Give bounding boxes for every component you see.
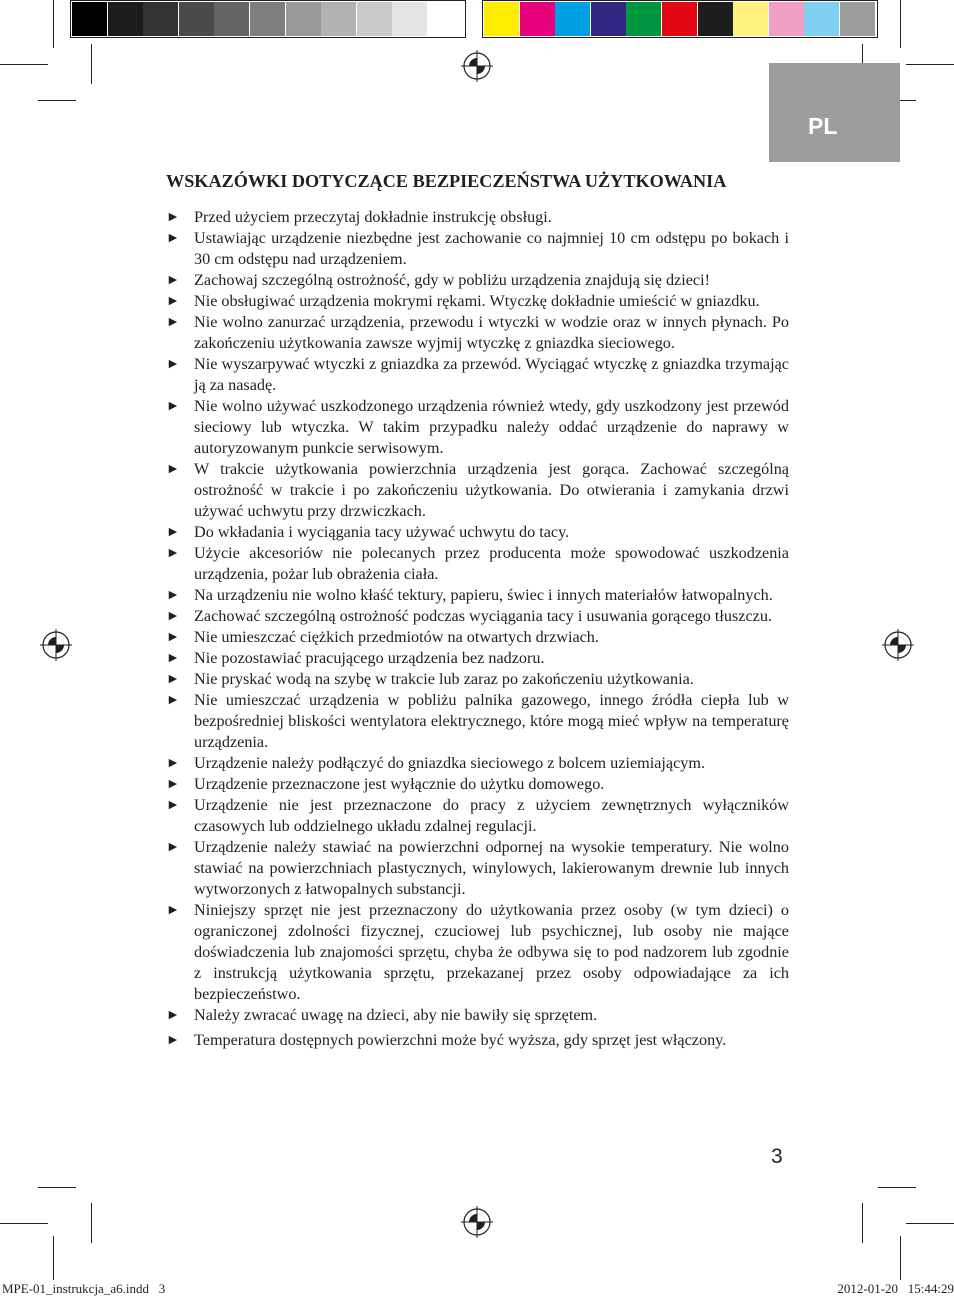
list-item-text: Przed użyciem przeczytaj dokładnie instrukcję obsługi.: [194, 208, 552, 226]
crop-mark: [900, 0, 901, 48]
color-swatch: [662, 2, 697, 36]
list-item: [166, 753, 789, 774]
bullet-arrow-icon: ►: [166, 840, 180, 855]
crop-mark: [906, 1223, 954, 1224]
list-item-text: Urządzenie należy stawiać na powierzchni odpornej na wysokie temperatury. Nie wolno stawiać na powierzchniach plastycznych, winylowych, lakierowanym drewnie lub innych wytworzonych z łatwopalnych substancji.: [194, 838, 789, 898]
list-item-text: Należy zwracać uwagę na dzieci, aby nie bawiły się sprzętem.: [194, 1006, 598, 1024]
list-item-text: Urządzenie należy podłączyć do gniazdka sieciowego z bolcem uziemiającym.: [194, 754, 706, 772]
list-item-text: Na urządzeniu nie wolno kłaść tektury, papieru, świec i innych materiałów łatwopalnych.: [194, 586, 773, 604]
bullet-arrow-icon: ►: [166, 357, 180, 372]
list-item: [166, 354, 789, 396]
bullet-arrow-icon: ►: [166, 651, 180, 666]
color-swatch: [214, 2, 249, 36]
color-swatch: [484, 2, 519, 36]
color-swatch: [321, 2, 356, 36]
list-item: [166, 522, 789, 543]
bullet-arrow-icon: ►: [166, 525, 180, 540]
bullet-arrow-icon: ►: [166, 777, 180, 792]
list-item: [166, 669, 789, 690]
bullet-arrow-icon: ►: [166, 1008, 180, 1023]
color-swatch: [108, 2, 143, 36]
bullet-arrow-icon: ►: [166, 1033, 180, 1048]
color-swatch: [555, 2, 590, 36]
bullet-arrow-icon: ►: [166, 210, 180, 225]
crop-mark: [0, 64, 48, 65]
list-item: [166, 1030, 789, 1051]
color-swatch: [179, 2, 214, 36]
color-swatch: [143, 2, 178, 36]
color-swatch: [286, 2, 321, 36]
color-swatch: [520, 2, 555, 36]
list-item: [166, 459, 789, 522]
color-swatch: [698, 2, 733, 36]
bullet-arrow-icon: ►: [166, 903, 180, 918]
list-item: [166, 270, 789, 291]
bullet-arrow-icon: ►: [166, 756, 180, 771]
bullet-arrow-icon: ►: [166, 588, 180, 603]
list-item: [166, 1005, 789, 1026]
color-swatch: [733, 2, 768, 36]
list-item-text: Urządzenie nie jest przeznaczone do pracy z użyciem zewnętrznych wyłączników czasowych lub oddzielnego układu zdalnej regulacji.: [194, 796, 789, 835]
bullet-arrow-icon: ►: [166, 630, 180, 645]
bullet-arrow-icon: ►: [166, 315, 180, 330]
bullet-arrow-icon: ►: [166, 231, 180, 246]
list-item: [166, 837, 789, 900]
list-item-text: W trakcie użytkowania powierzchnia urządzenia jest gorąca. Zachować szczególną ostrożność w trakcie i po zakończeniu użytkowania. Do otwierania i zamykania drzwi używać uchwytu przy drzwiczkach.: [194, 460, 789, 520]
registration-mark-icon: [461, 1206, 493, 1238]
list-item: [166, 606, 789, 627]
list-item-text: Nie obsługiwać urządzenia mokrymi rękami. Wtyczkę dokładnie umieścić w gniazdku.: [194, 292, 760, 310]
list-item-text: Nie pozostawiać pracującego urządzenia bez nadzoru.: [194, 649, 545, 667]
registration-mark-icon: [461, 50, 493, 82]
list-item-text: Nie umieszczać ciężkich przedmiotów na otwartych drzwiach.: [194, 628, 599, 646]
safety-instructions-list: [166, 207, 789, 1051]
crop-mark: [38, 1187, 76, 1188]
section-title: WSKAZÓWKI DOTYCZĄCE BEZPIECZEŃSTWA UŻYTKOWANIA: [166, 171, 727, 191]
crop-mark: [91, 44, 92, 84]
bullet-arrow-icon: ►: [166, 609, 180, 624]
registration-mark-icon: [40, 629, 72, 661]
list-item-text: Nie wolno używać uszkodzonego urządzenia również wtedy, gdy uszkodzony jest przewód sieciowy lub wtyczka. W takim przypadku należy oddać urządzenie do naprawy w autoryzowanym punkcie serwisowym.: [194, 397, 789, 457]
slug-file-name: MPE-01_instrukcja_a6.indd 3: [2, 1281, 166, 1296]
list-item: [166, 543, 789, 585]
color-swatch: [392, 2, 427, 36]
list-item: [166, 774, 789, 795]
color-swatch: [72, 2, 107, 36]
bullet-arrow-icon: ►: [166, 462, 180, 477]
bullet-arrow-icon: ►: [166, 294, 180, 309]
list-item-text: Urządzenie przeznaczone jest wyłącznie do użytku domowego.: [194, 775, 605, 793]
list-item-text: Nie umieszczać urządzenia w pobliżu palnika gazowego, innego źródła ciepła lub w bezpośredniej bliskości wentylatora elektrycznego, które mogą mieć wpływ na temperaturę urządzenia.: [194, 691, 789, 751]
list-item-text: Do wkładania i wyciągania tacy używać uchwytu do tacy.: [194, 523, 570, 541]
crop-mark: [53, 0, 54, 48]
list-item: [166, 690, 789, 753]
language-tab: [769, 63, 900, 162]
list-item: [166, 228, 789, 270]
list-item-text: Nie wyszarpywać wtyczki z gniazdka za przewód. Wyciągać wtyczkę z gniazdka trzymając ją za nasadę.: [194, 355, 789, 394]
list-item-text: Ustawiając urządzenie niezbędne jest zachowanie co najmniej 10 cm odstępu po bokach i 30 cm odstępu nad urządzeniem.: [194, 229, 789, 268]
list-item: [166, 585, 789, 606]
list-item-text: Nie pryskać wodą na szybę w trakcie lub zaraz po zakończeniu użytkowania.: [194, 670, 694, 688]
list-item: [166, 900, 789, 1005]
list-item: [166, 207, 789, 228]
crop-mark: [906, 64, 954, 65]
color-swatch: [804, 2, 839, 36]
list-item: [166, 312, 789, 354]
color-swatch: [769, 2, 804, 36]
list-item-text: Nie wolno zanurzać urządzenia, przewodu i wtyczki w wodzie oraz w innych płynach. Po zakończeniu użytkowania zawsze wyjmij wtyczkę z gniazdka sieciowego.: [194, 313, 789, 352]
list-item-text: Użycie akcesoriów nie polecanych przez producenta może spowodować uszkodzenia urządzenia, pożar lub obrażenia ciała.: [194, 544, 789, 583]
bullet-arrow-icon: ►: [166, 798, 180, 813]
color-swatch: [591, 2, 626, 36]
list-item: [166, 648, 789, 669]
list-item: [166, 795, 789, 837]
list-item: [166, 627, 789, 648]
bullet-arrow-icon: ►: [166, 273, 180, 288]
language-tab-label: PL: [808, 113, 838, 139]
registration-mark-icon: [882, 629, 914, 661]
list-item-text: Zachowaj szczególną ostrożność, gdy w pobliżu urządzenia znajdują się dzieci!: [194, 271, 710, 289]
list-item-text: Niniejszy sprzęt nie jest przeznaczony do użytkowania przez osoby (w tym dzieci) o ograniczonej zdolności fizycznej, czuciowej lub psychicznej, lub osoby nie mające doświadczenia lub znajomości sprzętu, chyba że odbywa się to pod nadzorem lub zgodnie z instrukcją użytkowania sprzętu, przekazanej przez osoby odpowiadające za ich bezpieczeństwo.: [194, 901, 789, 1003]
bullet-arrow-icon: ►: [166, 672, 180, 687]
crop-mark: [862, 1203, 863, 1243]
crop-mark: [900, 1236, 901, 1280]
list-item-text: Zachować szczególną ostrożność podczas wyciągania tacy i usuwania gorącego tłuszczu.: [194, 607, 772, 625]
crop-mark: [91, 1203, 92, 1243]
crop-mark: [878, 1187, 916, 1188]
color-swatch: [626, 2, 661, 36]
bullet-arrow-icon: ►: [166, 693, 180, 708]
crop-mark: [38, 100, 76, 101]
page-number: 3: [771, 1145, 783, 1168]
list-item: [166, 291, 789, 312]
color-swatch: [250, 2, 285, 36]
color-swatch: [840, 2, 875, 36]
color-swatch: [428, 2, 463, 36]
color-swatch: [357, 2, 392, 36]
bullet-arrow-icon: ►: [166, 546, 180, 561]
list-item-text: Temperatura dostępnych powierzchni może być wyższa, gdy sprzęt jest włączony.: [194, 1031, 727, 1049]
crop-mark: [53, 1236, 54, 1280]
bullet-arrow-icon: ►: [166, 399, 180, 414]
slug-timestamp: 2012-01-20 15:44:29: [837, 1281, 954, 1296]
list-item: [166, 396, 789, 459]
crop-mark: [0, 1223, 48, 1224]
